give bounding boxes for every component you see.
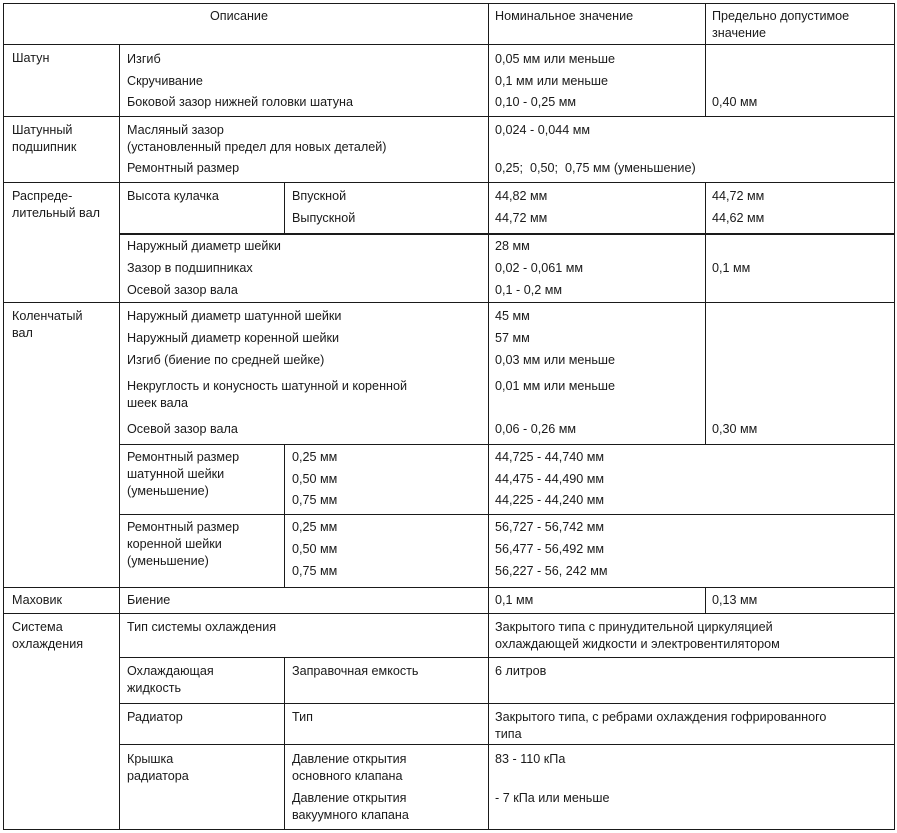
column-divider bbox=[284, 182, 285, 233]
rod-nominal: 0,05 мм или меньше bbox=[495, 52, 616, 66]
header-limit: Предельно допустимое значение bbox=[712, 9, 850, 40]
camshaft-item: Зазор в подшипниках bbox=[127, 261, 253, 275]
main-repair-value: 56,227 - 56, 242 мм bbox=[495, 564, 608, 578]
main-repair-size: 0,50 мм bbox=[292, 542, 338, 556]
camshaft-lobe-nominal: 44,72 мм bbox=[495, 211, 548, 225]
crankpin-repair-value: 44,475 - 44,490 мм bbox=[495, 472, 605, 486]
row-divider bbox=[3, 116, 895, 117]
main-valve-label: Давление открытия основного клапана bbox=[292, 752, 407, 783]
row-divider bbox=[3, 613, 895, 614]
vacuum-valve-value: - 7 кПа или меньше bbox=[495, 791, 610, 805]
radiator-type-label: Тип bbox=[292, 710, 313, 724]
camshaft-limit: 0,1 мм bbox=[712, 261, 751, 275]
table-border-left bbox=[3, 3, 4, 830]
radiator-cap-label: Крышка радиатора bbox=[127, 752, 189, 783]
rod-limit: 0,40 мм bbox=[712, 95, 758, 109]
rod-bearing-nominal: 0,024 - 0,044 мм bbox=[495, 123, 591, 137]
section-label-flywheel: Маховик bbox=[12, 593, 63, 607]
section-label-cooling: Система охлаждения bbox=[12, 620, 84, 651]
radiator-type-value: Закрытого типа, с ребрами охлаждения гофрированного типа bbox=[495, 710, 827, 741]
column-divider bbox=[119, 44, 120, 830]
crankpin-repair-value: 44,225 - 44,240 мм bbox=[495, 493, 605, 507]
rod-bearing-item: Ремонтный размер bbox=[127, 161, 240, 175]
row-divider bbox=[119, 703, 895, 704]
coolant-capacity-value: 6 литров bbox=[495, 664, 547, 678]
crankshaft-limit: 0,30 мм bbox=[712, 422, 758, 436]
row-divider bbox=[3, 302, 895, 303]
crankshaft-nominal: 0,01 мм или меньше bbox=[495, 379, 616, 393]
main-repair-value: 56,477 - 56,492 мм bbox=[495, 542, 605, 556]
vacuum-valve-label: Давление открытия вакуумного клапана bbox=[292, 791, 409, 822]
camshaft-nominal: 0,1 - 0,2 мм bbox=[495, 283, 563, 297]
section-label-rod-bearing: Шатунный подшипник bbox=[12, 123, 77, 154]
crankshaft-nominal: 45 мм bbox=[495, 309, 530, 323]
crankpin-repair-value: 44,725 - 44,740 мм bbox=[495, 450, 605, 464]
rod-bearing-nominal: 0,25; 0,50; 0,75 мм (уменьшение) bbox=[495, 161, 696, 175]
column-divider bbox=[705, 587, 706, 613]
camshaft-lobe-height: Высота кулачка bbox=[127, 189, 219, 203]
header-description: Описание bbox=[210, 9, 268, 23]
crankshaft-item: Осевой зазор вала bbox=[127, 422, 238, 436]
flywheel-nominal: 0,1 мм bbox=[495, 593, 534, 607]
row-divider bbox=[3, 587, 895, 588]
crankshaft-item: Наружный диаметр коренной шейки bbox=[127, 331, 340, 345]
flywheel-limit: 0,13 мм bbox=[712, 593, 758, 607]
camshaft-intake: Впускной bbox=[292, 189, 347, 203]
cooling-type-label: Тип системы охлаждения bbox=[127, 620, 277, 634]
main-repair-label: Ремонтный размер коренной шейки (уменьшение) bbox=[127, 520, 240, 568]
camshaft-lobe-limit: 44,62 мм bbox=[712, 211, 765, 225]
section-label-rod: Шатун bbox=[12, 51, 50, 65]
column-divider bbox=[705, 182, 706, 233]
rod-nominal: 0,10 - 0,25 мм bbox=[495, 95, 577, 109]
camshaft-nominal: 0,02 - 0,061 мм bbox=[495, 261, 584, 275]
crankshaft-item: Наружный диаметр шатунной шейки bbox=[127, 309, 342, 323]
rod-item: Изгиб bbox=[127, 52, 161, 66]
table-border-top bbox=[3, 3, 895, 4]
main-repair-size: 0,75 мм bbox=[292, 564, 338, 578]
section-label-crankshaft: Коленчатый вал bbox=[12, 309, 83, 340]
rod-nominal: 0,1 мм или меньше bbox=[495, 74, 609, 88]
rod-bearing-item: Масляный зазор (установленный предел для новых деталей) bbox=[127, 123, 387, 154]
row-divider bbox=[119, 514, 895, 515]
section-label-camshaft: Распреде- лительный вал bbox=[12, 189, 100, 220]
flywheel-item: Биение bbox=[127, 593, 171, 607]
column-divider bbox=[705, 3, 706, 116]
rod-item: Скручивание bbox=[127, 74, 203, 88]
camshaft-item: Наружный диаметр шейки bbox=[127, 239, 281, 253]
row-divider bbox=[3, 182, 895, 183]
camshaft-nominal: 28 мм bbox=[495, 239, 530, 253]
crankpin-repair-label: Ремонтный размер шатунной шейки (уменьшение) bbox=[127, 450, 240, 498]
column-divider bbox=[284, 657, 285, 829]
cooling-type-value: Закрытого типа с принудительной циркуляцией охлаждающей жидкости и электровентилятором bbox=[495, 620, 780, 651]
row-divider bbox=[119, 657, 895, 658]
crankpin-repair-size: 0,75 мм bbox=[292, 493, 338, 507]
coolant-capacity-label: Заправочная емкость bbox=[292, 664, 419, 678]
radiator-label: Радиатор bbox=[127, 710, 183, 724]
camshaft-lobe-nominal: 44,82 мм bbox=[495, 189, 548, 203]
crankpin-repair-size: 0,25 мм bbox=[292, 450, 338, 464]
crankshaft-nominal: 0,03 мм или меньше bbox=[495, 353, 616, 367]
camshaft-item: Осевой зазор вала bbox=[127, 283, 238, 297]
column-divider bbox=[705, 235, 706, 444]
main-repair-size: 0,25 мм bbox=[292, 520, 338, 534]
main-valve-value: 83 - 110 кПа bbox=[495, 752, 566, 766]
rod-item: Боковой зазор нижней головки шатуна bbox=[127, 95, 353, 109]
coolant-label: Охлаждающая жидкость bbox=[127, 664, 214, 695]
table-border-right bbox=[894, 3, 895, 830]
row-divider bbox=[119, 744, 895, 745]
header-nominal: Номинальное значение bbox=[495, 9, 634, 23]
crankshaft-nominal: 0,06 - 0,26 мм bbox=[495, 422, 577, 436]
camshaft-exhaust: Выпускной bbox=[292, 211, 356, 225]
crankpin-repair-size: 0,50 мм bbox=[292, 472, 338, 486]
column-divider bbox=[488, 3, 489, 830]
header-divider bbox=[3, 44, 895, 45]
crankshaft-item: Изгиб (биение по средней шейке) bbox=[127, 353, 325, 367]
camshaft-lobe-limit: 44,72 мм bbox=[712, 189, 765, 203]
row-divider bbox=[119, 233, 895, 235]
crankshaft-item: Некруглость и конусность шатунной и коренной шеек вала bbox=[127, 379, 408, 410]
main-repair-value: 56,727 - 56,742 мм bbox=[495, 520, 605, 534]
column-divider bbox=[284, 444, 285, 587]
table-border-bottom bbox=[3, 829, 895, 830]
crankshaft-nominal: 57 мм bbox=[495, 331, 530, 345]
row-divider bbox=[119, 444, 895, 445]
